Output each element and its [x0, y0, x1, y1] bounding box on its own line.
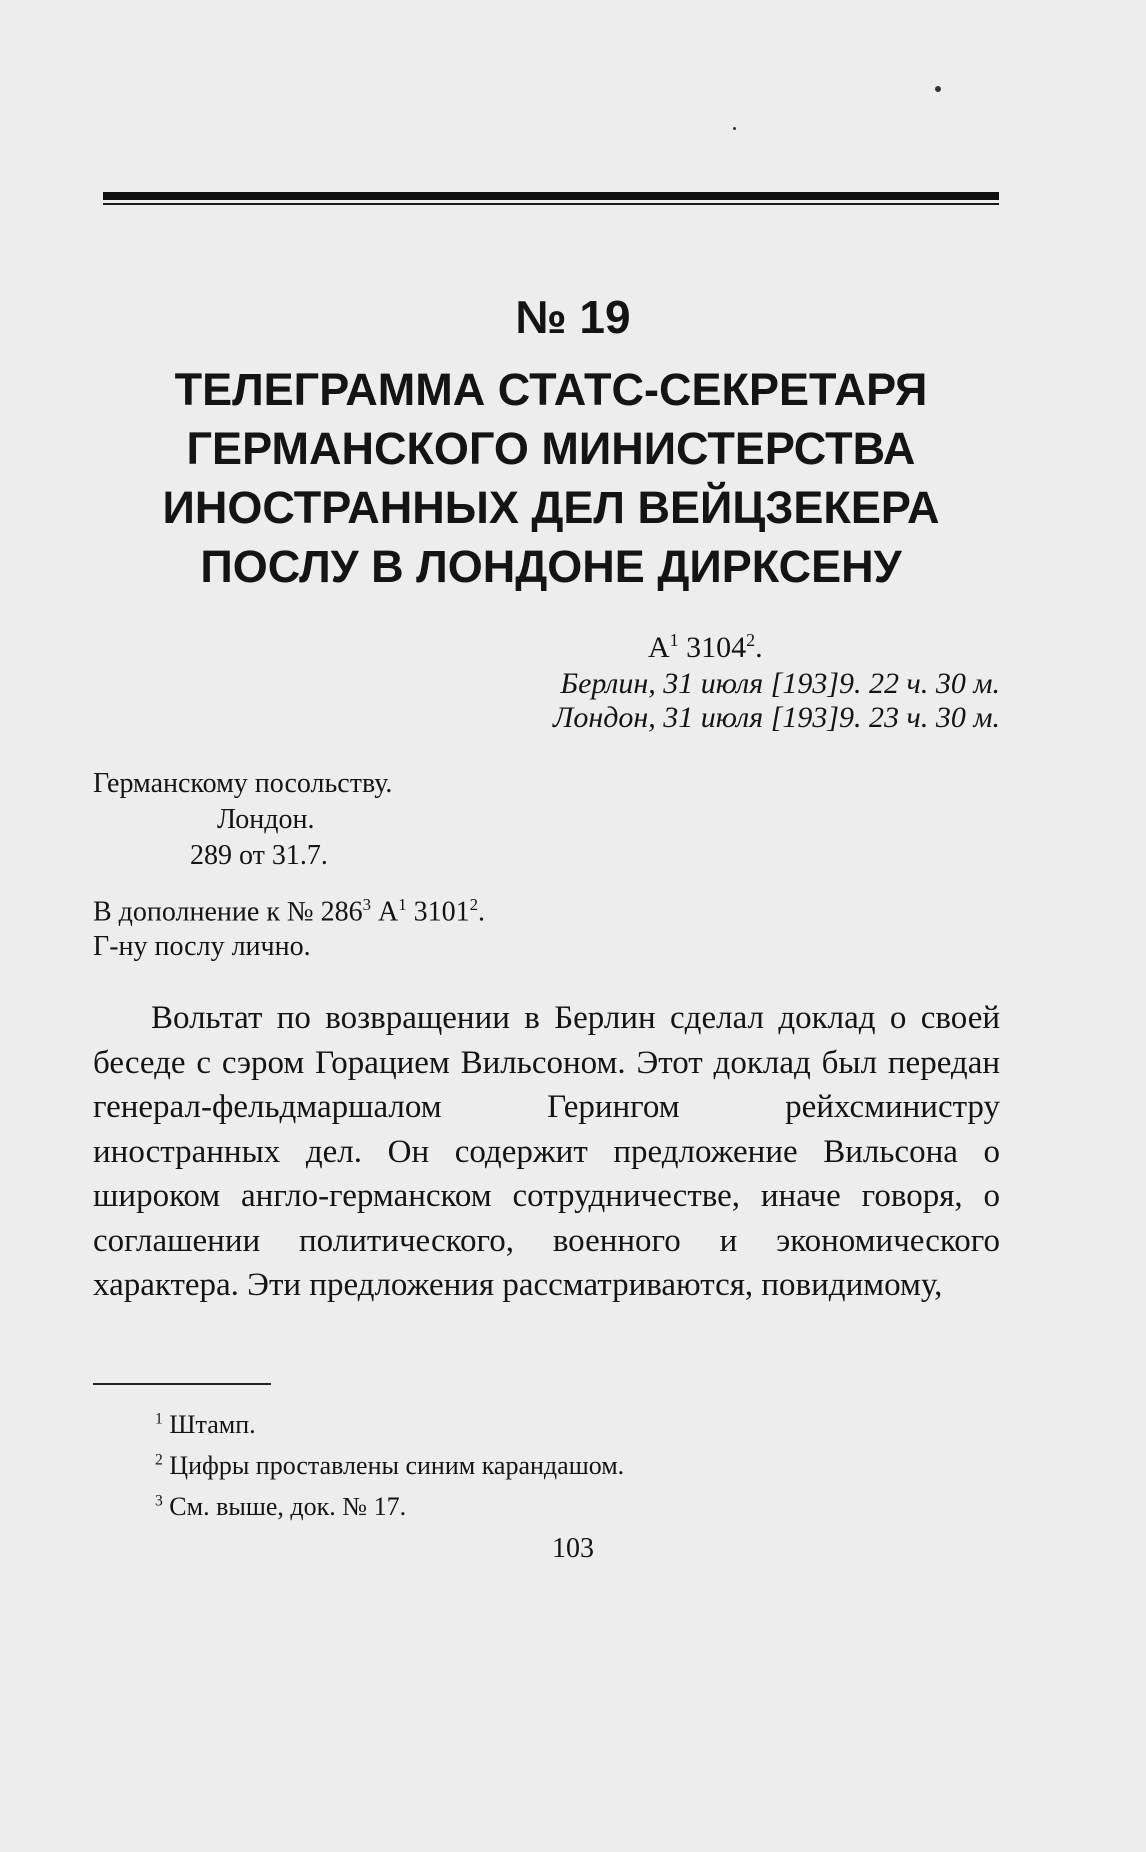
- personal-note: Г-ну послу лично.: [93, 931, 311, 962]
- archive-stamp-number: [648, 630, 763, 665]
- document-number: № 19: [515, 291, 631, 343]
- supplement-text: .: [478, 896, 486, 928]
- footnote: [155, 1492, 406, 1522]
- footnote: [155, 1451, 624, 1481]
- footnote-marker: 3: [155, 1492, 163, 1510]
- speck-mark: [733, 127, 736, 130]
- footnote-ref: 2: [469, 895, 479, 914]
- document-title: [103, 360, 999, 596]
- supplement-reference: [93, 895, 485, 928]
- recipient-city: Лондон.: [217, 804, 315, 835]
- stamp-end: .: [755, 631, 763, 664]
- footnote-text: См. выше, док. № 17.: [169, 1492, 407, 1521]
- recipient: Германскому посольству.: [93, 768, 393, 799]
- supplement-text: 3101: [406, 896, 470, 928]
- footnote-marker: 1: [155, 1410, 163, 1428]
- footnote-ref: 3: [362, 895, 372, 914]
- title-line: ИНОСТРАННЫХ ДЕЛ ВЕЙЦЗЕКЕРА: [162, 482, 940, 533]
- footnote-ref: 1: [398, 895, 407, 914]
- telegram-reference: 289 от 31.7.: [190, 840, 328, 871]
- stamp-footnote-ref: 2: [746, 630, 756, 650]
- speck-mark: [935, 86, 941, 92]
- footnote-text: Штамп.: [169, 1410, 256, 1439]
- date-berlin: Берлин, 31 июля [193]9. 22 ч. 30 м.: [560, 667, 1000, 700]
- supplement-text: В дополнение к № 286: [93, 896, 363, 928]
- body-paragraph: Вольтат по возвращении в Берлин сделал доклад о своей беседе с сэром Горацием Вильсоном. Этот доклад был передан генерал-фельдмаршалом Герингом рейхсминистру иностранных дел. Он содержит предложение Вильсона о широком англо-германском сотрудничестве, иначе говоря, о соглашении политического, военного и экономического характера. Эти предложения рассматриваются, повидимому,: [93, 1000, 1000, 1303]
- supplement-text: А: [371, 896, 399, 928]
- stamp-number: 3104: [678, 631, 747, 664]
- header-rule: [103, 192, 999, 200]
- footnote: [155, 1410, 256, 1440]
- stamp-prefix: А: [648, 631, 670, 664]
- stamp-footnote-ref: 1: [669, 630, 679, 650]
- title-line: ТЕЛЕГРАММА СТАТС-СЕКРЕТАРЯ: [174, 364, 928, 415]
- title-line: ГЕРМАНСКОГО МИНИСТЕРСТВА: [186, 423, 916, 474]
- page-number: 103: [552, 1533, 594, 1564]
- footnote-rule: [93, 1383, 271, 1385]
- footnote-text: Цифры проставлены синим карандашом.: [169, 1451, 625, 1480]
- body-text: [93, 996, 1000, 1308]
- header-rule-thin: [103, 203, 999, 205]
- date-london: Лондон, 31 июля [193]9. 23 ч. 30 м.: [553, 701, 1000, 734]
- dispatch-dates: [553, 667, 1000, 735]
- footnote-marker: 2: [155, 1451, 163, 1469]
- title-line: ПОСЛУ В ЛОНДОНЕ ДИРКСЕНУ: [200, 541, 902, 592]
